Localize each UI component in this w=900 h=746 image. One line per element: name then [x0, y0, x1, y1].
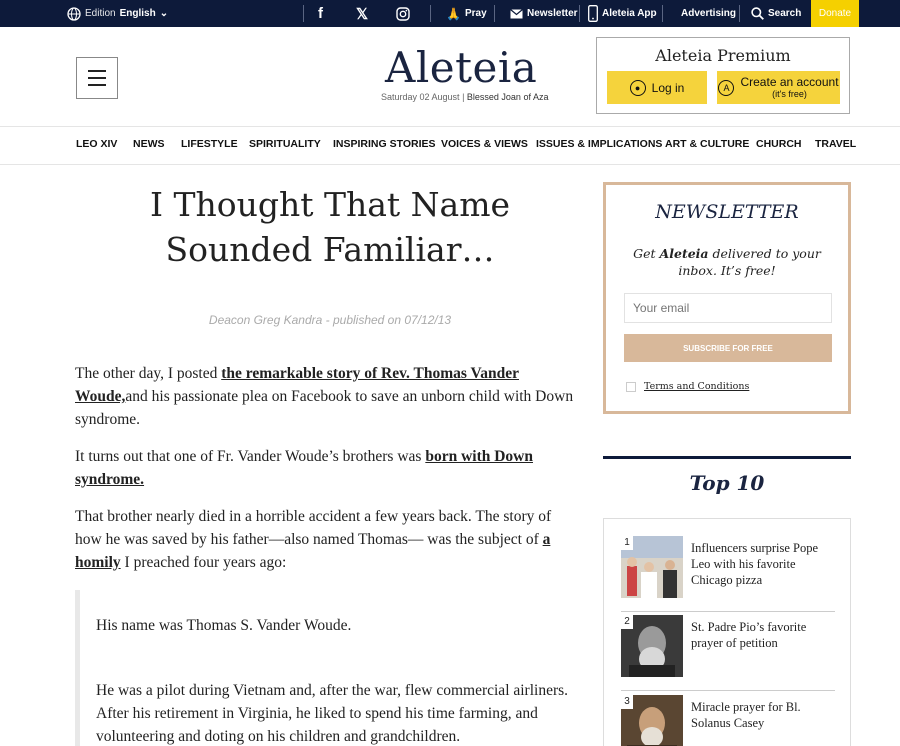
globe-icon [67, 7, 81, 21]
nav-item-spirituality[interactable]: SPIRITUALITY [249, 138, 321, 150]
create-account-button[interactable] [717, 71, 840, 104]
site-header [0, 27, 900, 127]
edition-value: English [119, 8, 156, 19]
search-button[interactable] [751, 0, 801, 27]
rank-number: 1 [621, 536, 633, 550]
blockquote [75, 590, 580, 746]
top10-item[interactable] [621, 536, 835, 612]
search-label: Search [768, 8, 802, 19]
paragraph: It turns out that one of Fr. Vander Woude’s brothers was born with Down syndrome. [75, 448, 533, 488]
rank-number: 2 [621, 615, 633, 629]
pray-icon: 🙏 [446, 6, 461, 21]
x-icon: 𝕏 [356, 5, 369, 23]
dateline: Saturday 02 August | Blessed Joan of Aza [381, 92, 549, 102]
nav-item-news[interactable]: NEWS [133, 138, 165, 150]
email-field[interactable] [624, 293, 832, 323]
nav-item-inspiring-stories[interactable]: INSPIRING STORIES [333, 138, 436, 150]
top10-title: Top 10 [689, 471, 765, 495]
nav-item-issues-implications[interactable]: ISSUES & IMPLICATIONS [536, 138, 663, 150]
newsletter-text: Get Aleteia delivered to your inbox. It’s free! [633, 246, 821, 278]
site-logo[interactable]: Aleteia [385, 43, 538, 92]
top10-item[interactable] [621, 615, 835, 691]
create-sublabel: (it's free) [772, 88, 807, 99]
login-label: Log in [651, 80, 685, 95]
terms-link[interactable]: Terms and Conditions [644, 381, 750, 392]
instagram-icon [396, 7, 410, 21]
top10-list [603, 518, 851, 746]
x-link[interactable] [356, 0, 368, 27]
user-icon: ● [630, 80, 646, 96]
article-body [75, 362, 580, 588]
divider [430, 5, 431, 22]
nav-item-lifestyle[interactable]: LIFESTYLE [181, 138, 238, 150]
edition-selector[interactable] [67, 0, 168, 27]
nav-item-travel[interactable]: TRAVEL [815, 138, 857, 150]
divider [579, 5, 580, 22]
terms-checkbox[interactable] [626, 382, 636, 392]
nav-item-voices-views[interactable]: VOICES & VIEWS [441, 138, 528, 150]
premium-box [596, 37, 850, 114]
subscribe-button[interactable]: SUBSCRIBE FOR FREE [624, 334, 832, 362]
top-bar [0, 0, 900, 27]
advertising-label: Advertising [681, 8, 737, 19]
pray-link[interactable] [446, 0, 487, 27]
facebook-icon: f [318, 5, 323, 22]
divider [303, 5, 304, 22]
terms-row [626, 381, 749, 392]
chevron-down-icon: ⌄ [159, 8, 169, 19]
newsletter-title: NEWSLETTER [655, 201, 799, 223]
app-link[interactable] [588, 0, 657, 27]
newsletter-label: Newsletter [527, 8, 578, 19]
menu-button[interactable] [76, 57, 118, 99]
paragraph: The other day, I posted the remarkable story of Rev. Thomas Vander Woude,and his passionate plea on Facebook to save an unborn child with Down syndrome. [75, 365, 574, 428]
hamburger-icon [88, 70, 106, 72]
advertising-link[interactable] [681, 0, 736, 27]
nav-item-church[interactable]: CHURCH [756, 138, 802, 150]
facebook-link[interactable] [318, 0, 323, 27]
top10-headline[interactable]: Miracle prayer for Bl. Solanus Casey [691, 700, 801, 730]
logo-icon: A [718, 80, 734, 96]
current-date: Saturday 02 August [381, 92, 460, 102]
phone-icon [588, 5, 598, 22]
login-button[interactable] [607, 71, 707, 104]
homily-link[interactable]: a homily [75, 531, 551, 571]
instagram-link[interactable] [396, 0, 410, 27]
divider [739, 5, 740, 22]
divider [494, 5, 495, 22]
top10-headline[interactable]: Influencers surprise Pope Leo with his favorite Chicago pizza [691, 541, 819, 587]
premium-title: Aleteia Premium [655, 46, 791, 65]
rank-number: 3 [621, 695, 633, 709]
newsletter-link[interactable] [510, 0, 578, 27]
nav-item-art-culture[interactable]: ART & CULTURE [665, 138, 750, 150]
donate-button[interactable]: Donate [811, 0, 859, 27]
mail-icon [510, 9, 523, 19]
create-label: Create an account [740, 74, 839, 89]
saint-of-day[interactable]: Blessed Joan of Aza [466, 92, 549, 102]
top10-headline[interactable]: St. Padre Pio’s favorite prayer of petition [691, 620, 807, 650]
section-divider [603, 456, 851, 459]
divider [662, 5, 663, 22]
quote-paragraph: He was a pilot during Vietnam and, after the war, flew commercial airliners. After his retirement in Virginia, he liked to spend his time farming, and volunteering and doting on his children and grandchildren. [96, 682, 569, 745]
top10-item[interactable] [621, 695, 835, 746]
app-label: Aleteia App [602, 8, 657, 19]
main-nav [0, 128, 900, 165]
edition-label: Edition [85, 8, 116, 19]
newsletter-box [603, 182, 851, 414]
article-byline: Deacon Greg Kandra - published on 07/12/13 [208, 313, 452, 327]
paragraph: That brother nearly died in a horrible accident a few years back. The story of how he was saved by his father—also named Thomas— was the subject of a homily I preached four years ago: [75, 508, 552, 571]
pray-label: Pray [464, 8, 487, 19]
article-title: I Thought That Name Sounded Familiar… [149, 185, 511, 269]
down-syndrome-link[interactable]: born with Down syndrome. [75, 448, 533, 488]
quote-paragraph: His name was Thomas S. Vander Woude. [96, 617, 352, 634]
story-link[interactable]: the remarkable story of Rev. Thomas Vander Woude, [75, 365, 520, 405]
nav-item-leo-xiv[interactable]: LEO XIV [76, 138, 118, 150]
search-icon [751, 7, 764, 20]
